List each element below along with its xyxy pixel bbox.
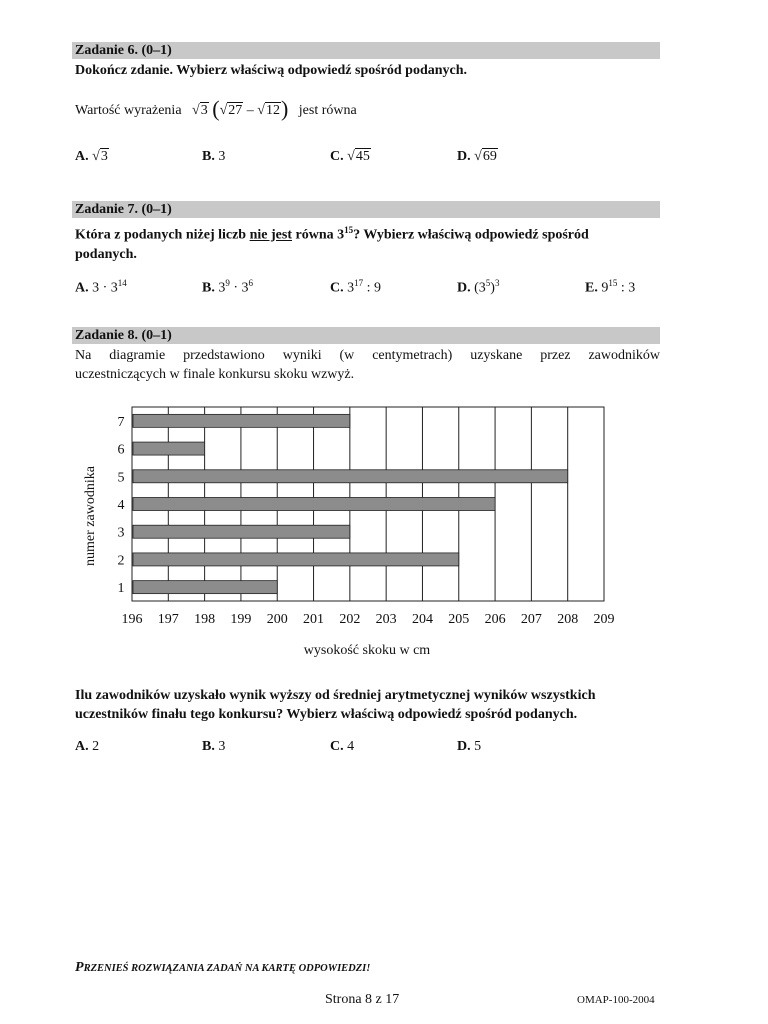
- task8-option-b[interactable]: B. 3: [202, 739, 226, 754]
- bar-competitor-6: [133, 442, 205, 455]
- x-tick-label: 200: [266, 612, 288, 627]
- task6-stem-prefix: Wartość wyrażenia: [75, 103, 182, 118]
- y-tick-label: 6: [117, 442, 125, 458]
- bar-competitor-2: [133, 553, 459, 566]
- task6-option-d[interactable]: D. √69: [457, 149, 497, 164]
- task7-option-d[interactable]: D. $(3^5)^3$: [457, 278, 500, 296]
- x-tick-label: 202: [339, 612, 361, 627]
- task6-option-c[interactable]: C. √45: [330, 149, 370, 164]
- transfer-notice: PRZENIEŚ ROZWIĄZANIA ZADAŃ NA KARTĘ ODPOWIEDZI!: [75, 960, 371, 975]
- x-tick-label: 198: [194, 612, 216, 627]
- y-tick-label: 3: [117, 525, 125, 541]
- bar-chart: [0, 395, 768, 665]
- task6-header: Zadanie 6. (0–1): [72, 42, 660, 59]
- x-tick-label: 199: [230, 612, 252, 627]
- x-tick-label: 196: [121, 612, 143, 627]
- x-tick-label: 205: [448, 612, 470, 627]
- x-tick-label: 206: [484, 612, 506, 627]
- task8-intro-line2: uczestniczących w finale konkursu skoku wzwyż.: [75, 367, 355, 382]
- task8-option-c[interactable]: C. 4: [330, 739, 355, 754]
- exam-code: OMAP-100-2004: [577, 994, 655, 1006]
- y-tick-label: 4: [117, 498, 125, 513]
- x-tick-label: 197: [157, 612, 179, 627]
- sqrt-a: √27: [219, 103, 243, 118]
- task6-option-a[interactable]: A. √3: [75, 149, 108, 164]
- x-tick-label: 207: [520, 612, 542, 627]
- y-tick-label: 5: [117, 470, 125, 486]
- task7-question: Która z podanych niżej liczb nie jest równa $3^{15}$? Wybierz właściwą odpowiedź spośród podanych.: [75, 225, 589, 262]
- y-tick-label: 7: [117, 414, 125, 430]
- task6-option-b[interactable]: B. 3: [202, 149, 226, 164]
- task6-stem: Wartość wyrażenia √3 (√27 – √12) jest równa: [75, 96, 357, 121]
- task7-option-c[interactable]: C. $3^{17}$ : 9: [330, 278, 382, 296]
- y-tick-label: 2: [117, 553, 125, 569]
- task6-instruction: Dokończ zdanie. Wybierz właściwą odpowiedź spośród podanych.: [75, 63, 468, 78]
- task7-option-a[interactable]: A. $3 \cdot 3^{14}$: [75, 278, 127, 296]
- task7-header: Zadanie 7. (0–1): [72, 201, 660, 218]
- task8-intro-line1: Na diagramie przedstawiono wyniki (w centymetrach) uzyskane przez zawodników: [75, 348, 660, 363]
- task7-option-b[interactable]: B. $3^9 \cdot 3^6$: [202, 278, 254, 296]
- x-tick-label: 209: [593, 612, 615, 627]
- x-tick-label: 208: [557, 612, 579, 627]
- y-axis-title: numer zawodnika: [83, 466, 98, 566]
- task8-header: Zadanie 8. (0–1): [72, 327, 660, 344]
- y-tick-label: 1: [117, 581, 125, 597]
- task8-question: Ilu zawodników uzyskało wynik wyższy od średniej arytmetycznej wyników wszystkich uczestników finału tego konkursu? Wybierz właściwą odpowiedź spośród podanych.: [75, 688, 596, 722]
- bar-competitor-4: [133, 498, 495, 511]
- bar-competitor-1: [133, 581, 277, 594]
- task6-stem-suffix: jest równa: [298, 103, 357, 118]
- sqrt-outer: √3: [192, 103, 208, 118]
- task7-option-e[interactable]: E. $9^{15}$ : 3: [585, 278, 636, 296]
- x-axis-title: wysokość skoku w cm: [303, 643, 431, 658]
- bar-competitor-3: [133, 525, 350, 538]
- x-tick-label: 203: [375, 612, 397, 627]
- x-tick-label: 201: [303, 612, 325, 627]
- task8-option-d[interactable]: D. 5: [457, 739, 482, 754]
- bar-competitor-7: [133, 414, 350, 427]
- bar-competitor-5: [133, 470, 568, 483]
- task8-option-a[interactable]: A. 2: [75, 739, 100, 754]
- page-number: Strona 8 z 17: [325, 992, 400, 1007]
- x-tick-label: 204: [411, 612, 433, 627]
- sqrt-b: √12: [257, 103, 280, 118]
